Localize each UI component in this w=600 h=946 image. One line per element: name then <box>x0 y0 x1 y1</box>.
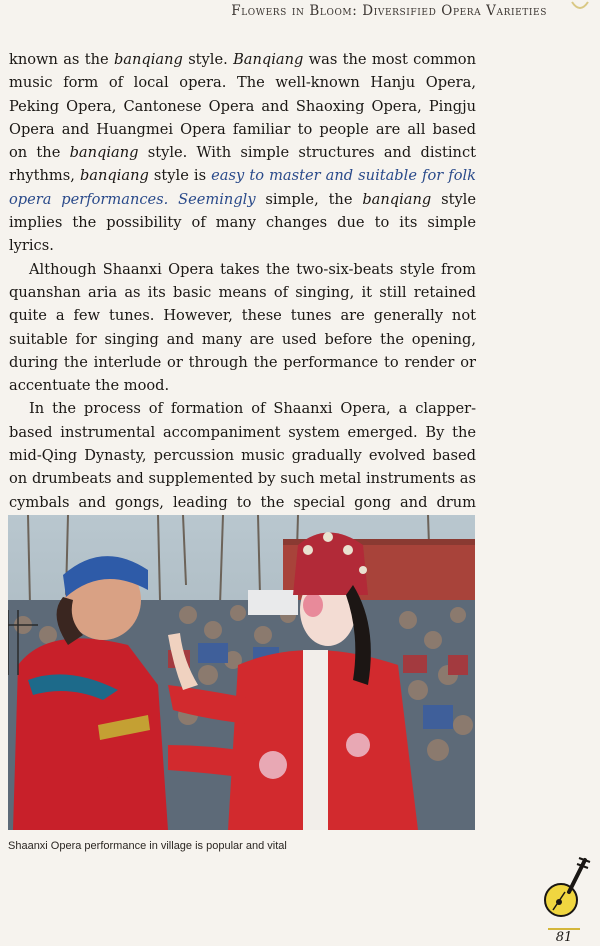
running-header: Flowers in Bloom: Diversified Opera Varieties <box>231 3 547 19</box>
italic-term: banqiang <box>69 144 139 162</box>
text-run: Although Shaanxi Opera takes the two-six-beats style from quanshan aria as its basic means of singing, it still retained quite a few tunes. However, these tunes are generally not suitable for singing and many are used before the opening, during the interlude or through the performance to render or accentuate the mood. <box>9 260 476 395</box>
pipa-instrument-icon <box>543 852 591 920</box>
text-run: style. <box>182 51 234 68</box>
paragraph <box>9 258 476 398</box>
body-text <box>9 48 476 537</box>
text-run: style. With simple structures and distinct rhythms, <box>9 144 476 185</box>
text-run: In the process of formation of Shaanxi Opera, a clapper-based instrumental accompaniment system emerged. By the mid-Qing Dynasty, percussion music gradually evolved based on drumbeats and supplemented by such metal instruments as cymbals and gongs, leading to the special gong and drum <box>9 400 476 511</box>
text-run: style is <box>148 167 212 185</box>
text-run: simple, the <box>255 190 363 208</box>
text-run: was the most common music form of local opera. The well-known Hanju Opera, Peking Opera, Cantonese Opera and Shaoxing Opera, Pingju Opera and Huangmei Opera familiar to people are all based on the <box>9 51 476 162</box>
photo-caption: Shaanxi Opera performance in village is popular and vital <box>8 840 287 852</box>
paragraph <box>9 48 476 258</box>
corner-ornament-icon <box>568 0 592 18</box>
opera-performance-photo <box>8 515 475 830</box>
highlighted-text: easy to master and suitable for folk opera performances. Seemingly <box>9 167 476 208</box>
italic-term: Banqiang <box>233 51 304 68</box>
italic-term: banqiang <box>362 190 432 208</box>
text-run: known as the <box>9 51 114 68</box>
text-run: style implies the possibility of many changes due to its simple lyrics. <box>9 190 476 255</box>
italic-term: banqiang <box>79 167 149 185</box>
italic-term: banqiang <box>113 51 183 68</box>
page-number: 81 <box>548 928 580 945</box>
